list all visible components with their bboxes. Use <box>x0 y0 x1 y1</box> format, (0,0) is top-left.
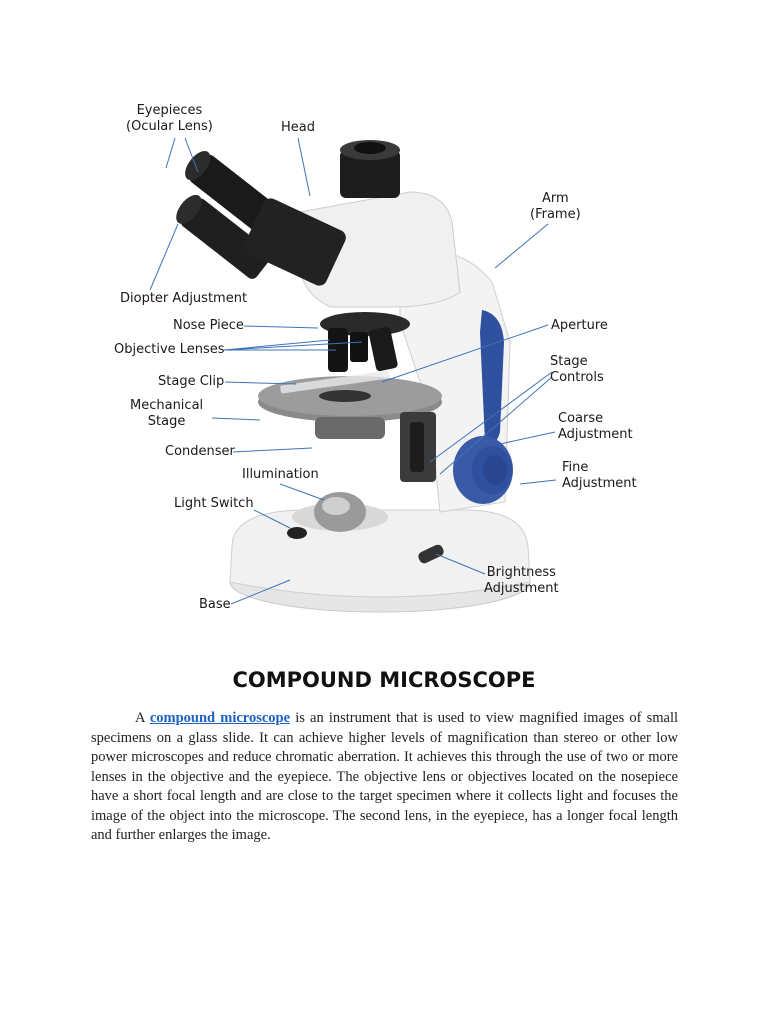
label-coarse-adjustment-line2: Adjustment <box>558 427 633 442</box>
label-coarse-adjustment-line1: Coarse <box>558 411 604 426</box>
label-mechanical-stage-line1: Mechanical <box>130 398 204 413</box>
label-mechanical-stage-line2: Stage <box>147 414 186 429</box>
label-arm-line1: Arm <box>541 191 569 206</box>
label-nose-piece: Nose Piece <box>173 318 244 333</box>
label-arm-line2: (Frame) <box>530 207 581 222</box>
paragraph-body: is an instrument that is used to view magnified images of small specimens on a glass slide. It can achieve higher levels of magnification than stereo or other low power microscopes and reduce chromatic aberration. It achieves this through the use of two or more lenses in the objective and the eyepiece. The objective lens or objectives located on the nosepiece have a short focal length and are close to the target specimen where it collects light and focuses the image of the object into the microscope. The second lens, in the eyepiece, has a longer focal length and further enlarges the image. <box>91 710 679 843</box>
label-brightness-adjustment <box>484 565 559 597</box>
label-stage-controls-line2: Controls <box>550 370 604 385</box>
label-light-switch: Light Switch <box>174 496 254 511</box>
label-eyepieces <box>126 103 213 135</box>
label-stage-clip: Stage Clip <box>158 374 225 389</box>
label-fine-adjustment <box>562 460 637 492</box>
label-condenser: Condenser <box>165 444 235 459</box>
label-fine-adjustment-line1: Fine <box>562 460 589 475</box>
body-paragraph <box>91 709 678 846</box>
label-stage-controls-line1: Stage <box>550 354 588 369</box>
label-base: Base <box>199 597 231 612</box>
microscope-diagram <box>100 92 660 632</box>
label-brightness-adjustment-line1: Brightness <box>486 565 556 580</box>
page-title: COMPOUND MICROSCOPE <box>232 668 536 692</box>
label-brightness-adjustment-line2: Adjustment <box>484 581 559 596</box>
label-coarse-adjustment <box>558 411 633 443</box>
label-eyepieces-line2: (Ocular Lens) <box>126 119 213 134</box>
label-diopter-adjustment: Diopter Adjustment <box>120 291 248 306</box>
label-mechanical-stage <box>130 398 203 430</box>
label-aperture: Aperture <box>551 318 608 333</box>
label-fine-adjustment-line2: Adjustment <box>562 476 637 491</box>
label-head: Head <box>281 120 315 135</box>
label-stage-controls <box>550 354 604 386</box>
label-eyepieces-line1: Eyepieces <box>136 103 203 118</box>
compound-microscope-link[interactable]: compound microscope <box>149 710 291 726</box>
label-arm <box>530 191 581 223</box>
paragraph-lead: A <box>135 710 145 726</box>
label-objective-lenses: Objective Lenses <box>114 342 225 357</box>
label-illumination: Illumination <box>242 467 319 482</box>
